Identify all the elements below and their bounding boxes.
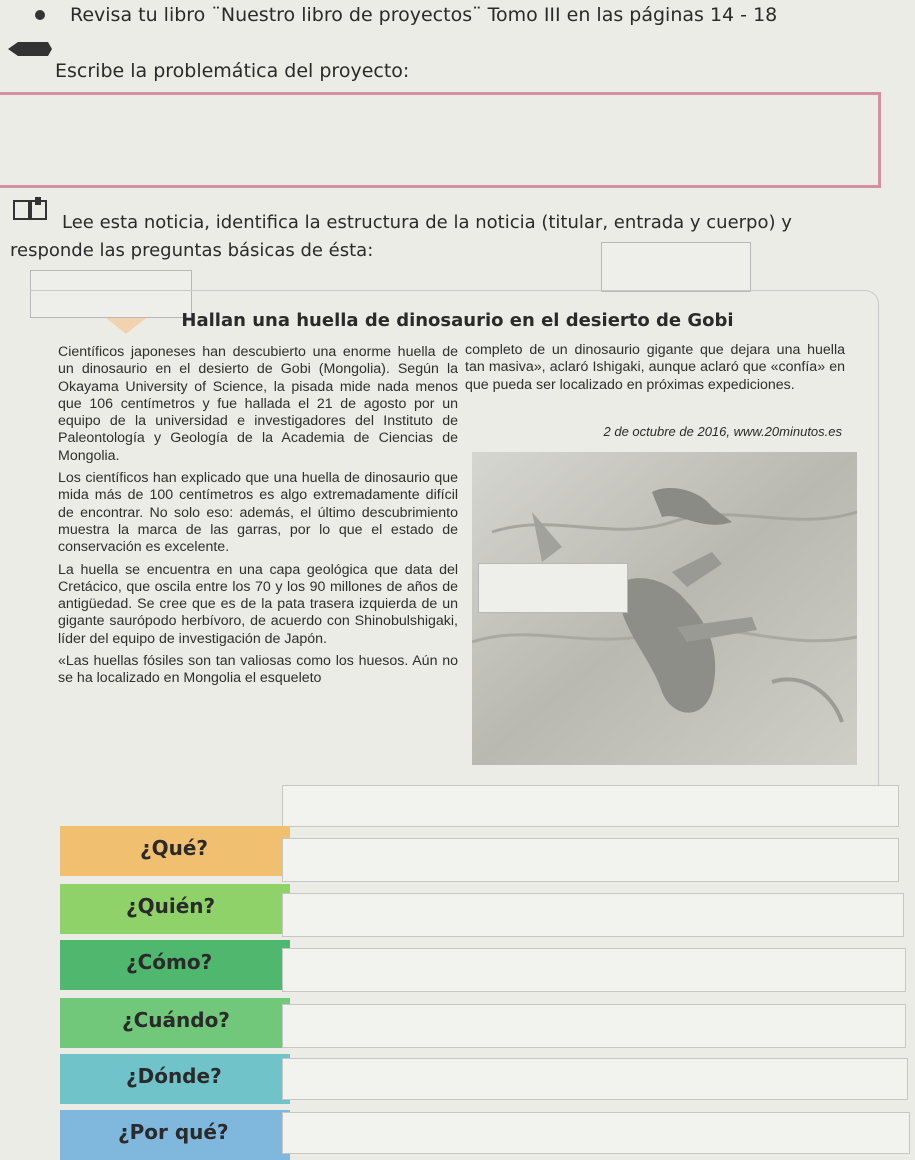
news-headline: Hallan una huella de dinosaurio en el desierto de Gobi — [181, 310, 734, 331]
question-label: ¿Quién? — [126, 894, 216, 918]
news-source: 2 de octubre de 2016, www.20minutos.es — [603, 424, 842, 439]
answer-line-extra[interactable] — [282, 785, 897, 825]
label-box-cuerpo[interactable] — [478, 563, 628, 613]
answer-field-donde[interactable] — [282, 1058, 908, 1100]
answer-field-por-que[interactable] — [282, 1112, 910, 1154]
question-por-que — [60, 1110, 290, 1160]
question-donde — [60, 1054, 290, 1104]
question-como — [60, 940, 290, 990]
answer-field-cuando[interactable] — [282, 1004, 906, 1048]
question-label: ¿Por qué? — [118, 1120, 229, 1144]
instruction-write-problem: Escribe la problemática del proyecto: — [55, 60, 410, 82]
question-label: ¿Qué? — [140, 836, 209, 860]
answer-field-como[interactable] — [282, 948, 906, 992]
bullet-icon — [35, 10, 45, 20]
news-paragraph: Los científicos han explicado que una huella de dinosaurio que mida más de 100 centímetros es algo extremadamente difícil de encontrar. No solo eso: además, el último descubrimiento muestra la marca de las garras, por lo que el estado de conservación es excelente. — [58, 470, 458, 556]
answer-field-que[interactable] — [282, 838, 899, 882]
pencil-icon — [8, 40, 52, 58]
instruction-answer-questions: responde las preguntas básicas de ésta: — [10, 240, 374, 261]
question-label: ¿Dónde? — [126, 1064, 222, 1088]
news-body-left — [58, 344, 458, 693]
news-body-right: completo de un dinosaurio gigante que dejara una huella tan masiva», aclaró Ishigaki, aunque aclaró que «confía» en que pueda ser localizado en próximas expediciones. — [465, 342, 845, 393]
book-icon — [12, 195, 48, 221]
problem-answer-box[interactable] — [0, 92, 881, 188]
question-label: ¿Cuándo? — [122, 1008, 230, 1032]
question-label: ¿Cómo? — [126, 950, 213, 974]
news-paragraph: «Las huellas fósiles son tan valiosas como los huesos. Aún no se ha localizado en Mongolia el esqueleto — [58, 653, 458, 687]
question-cuando — [60, 998, 290, 1048]
instruction-read-news: Lee esta noticia, identifica la estructura de la noticia (titular, entrada y cuerpo) y — [62, 212, 792, 233]
answer-field-quien[interactable] — [282, 893, 904, 937]
label-box-titular[interactable] — [601, 242, 751, 292]
question-que — [60, 826, 290, 876]
instruction-review-book: Revisa tu libro ¨Nuestro libro de proyectos¨ Tomo III en las páginas 14 - 18 — [70, 4, 778, 26]
question-quien — [60, 884, 290, 934]
news-paragraph: Científicos japoneses han descubierto una enorme huella de un dinosaurio en el desierto de Gobi (Mongolia). Según la Okayama University of Science, la pisada mide nada menos que 106 centímetros y fue hallada el 21 de agosto por un equipo de la universidad e investigadores del Instituto de Paleontología y Geología de la Academia de Ciencias de Mongolia. — [58, 344, 458, 464]
news-paragraph: La huella se encuentra en una capa geológica que data del Cretácico, que oscila entre los 70 y los 90 millones de años de antigüedad. Se cree que es de la pata trasera izquierda de un gigante saurópodo herbívoro, de acuerdo con Shinobulshigaki, líder del equipo de investigación de Japón. — [58, 561, 458, 647]
